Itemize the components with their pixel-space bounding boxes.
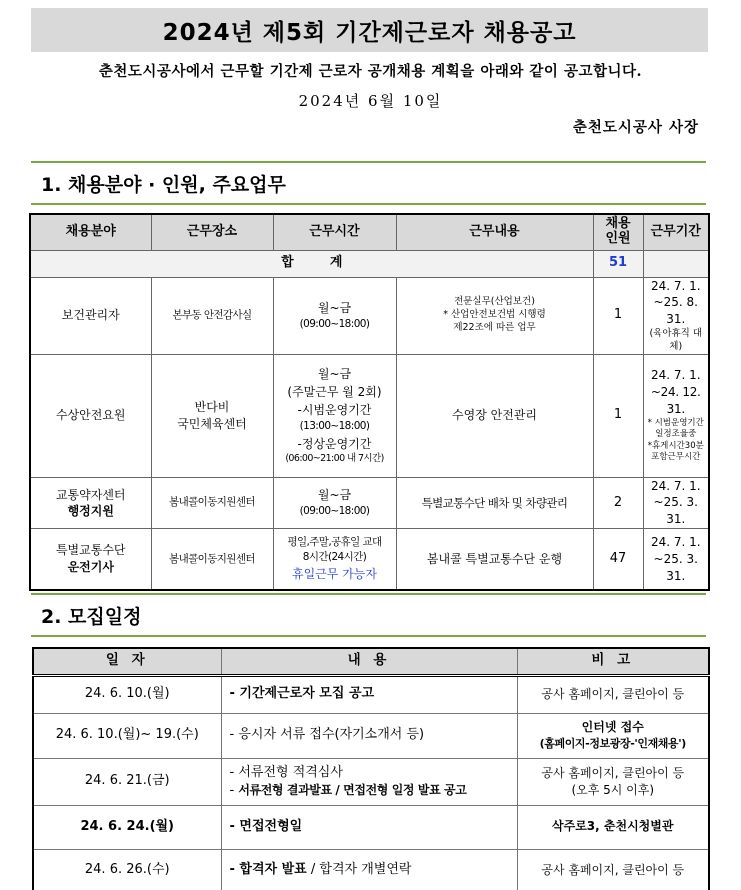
content-suffix: / 합격자 개별연락 xyxy=(306,862,412,878)
period-line: 24. 7. 1. xyxy=(650,368,701,383)
row-period xyxy=(643,277,709,354)
hours-line: 월~금 xyxy=(317,487,352,502)
duties-line: 제22조에 따른 업무 xyxy=(453,321,536,333)
content-text: 기간제근로자 모집 공고 xyxy=(239,686,375,702)
content-line xyxy=(230,764,517,782)
period-line: ~24. 12. 31. xyxy=(650,385,701,416)
period-line: ~25. 8. 31. xyxy=(653,295,698,327)
row-count: 1 xyxy=(593,277,643,354)
row-count: 1 xyxy=(593,354,643,477)
schedule-content xyxy=(221,805,517,849)
col-header-remark: 비 고 xyxy=(517,648,709,675)
row-hours xyxy=(273,528,396,590)
hours-line: -정상운영기간 xyxy=(297,436,372,451)
field-line: 교통약자센터 xyxy=(55,487,126,502)
row-place: 봄내콜이동지원센터 xyxy=(151,477,273,528)
hours-line: 휴일근무 가능자 xyxy=(292,566,377,581)
table-row xyxy=(30,354,709,477)
row-duties: 수영장 안전관리 xyxy=(396,354,593,477)
col-header-content: 내 용 xyxy=(221,648,517,675)
hours-line: (주말근무 월 2회) xyxy=(287,385,382,400)
schedule-remark: 공사 홈페이지, 클린아이 등 xyxy=(517,675,709,713)
content-prefix: - xyxy=(229,818,240,834)
period-line: 24. 7. 1. xyxy=(650,478,701,493)
announcement-date: 2024년 6월 10일 xyxy=(298,92,443,110)
row-place xyxy=(151,354,273,477)
content-prefix: - xyxy=(229,727,239,743)
schedule-date: 24. 6. 26.(수) xyxy=(33,849,221,890)
total-label: 합 계 xyxy=(30,250,593,277)
row-duties: 특별교통수단 배차 및 차량관리 xyxy=(396,477,593,528)
place-line: 국민체육센터 xyxy=(177,416,247,431)
duties-line: 전문실무(산업보건) xyxy=(454,296,535,308)
content-text: 합격자 발표 xyxy=(239,862,307,878)
row-field xyxy=(30,528,151,590)
duties-line: * 산업안전보건법 시행령 xyxy=(443,309,546,321)
content-line xyxy=(230,782,517,800)
remark-line: 공사 홈페이지, 클린아이 등 xyxy=(541,766,685,781)
schedule-date: 24. 6. 10.(월)~ 19.(수) xyxy=(33,713,221,758)
hours-line: 월~금 xyxy=(317,300,352,315)
schedule-content xyxy=(221,675,517,713)
table-row xyxy=(30,477,709,528)
total-row xyxy=(30,250,709,277)
content-text: 면접전형일 xyxy=(239,818,303,834)
schedule-date: 24. 6. 24.(월) xyxy=(33,805,221,849)
row-period xyxy=(643,477,709,528)
period-line: ~25. 3. 31. xyxy=(653,495,698,527)
period-line: (육아휴직 대체) xyxy=(649,327,703,352)
col-header-count-line2: 인원 xyxy=(605,231,631,247)
row-period xyxy=(643,354,709,477)
schedule-table xyxy=(32,647,710,890)
period-line: 24. 7. 1. xyxy=(650,534,701,549)
col-header-date: 일 자 xyxy=(33,648,221,675)
period-note: *휴게시간30분 xyxy=(647,440,704,451)
col-header-duties: 근무내용 xyxy=(396,214,593,250)
page-title: 2024년 제5회 기간제근로자 채용공고 xyxy=(31,8,708,52)
row-hours xyxy=(273,354,396,477)
signer: 춘천도시공사 사장 xyxy=(572,119,699,136)
hours-line: -시범운영기간 xyxy=(297,403,372,418)
table-header-row xyxy=(33,648,709,675)
row-place: 봄내콜이동지원센터 xyxy=(151,528,273,590)
row-hours xyxy=(273,277,396,354)
schedule-date: 24. 6. 10.(월) xyxy=(33,675,221,713)
remark-line: (오후 5시 이후) xyxy=(571,782,655,797)
content-text: 응시자 서류 접수(자기소개서 등) xyxy=(238,727,425,743)
content-text: 서류전형 적격심사 xyxy=(238,764,343,780)
field-line: 운전기사 xyxy=(67,560,114,575)
col-header-count-line1: 채용 xyxy=(605,216,631,232)
period-note: 포함근무시간 xyxy=(651,452,701,463)
content-prefix: - xyxy=(229,862,240,878)
row-duties: 봄내콜 특별교통수단 운행 xyxy=(396,528,593,590)
schedule-content xyxy=(221,758,517,805)
content-text-bold: 서류전형 결과발표 / 면접전형 일정 발표 공고 xyxy=(238,782,467,797)
section-heading-recruitment: 1. 채용분야 · 인원, 주요업무 xyxy=(31,161,706,205)
recruitment-table xyxy=(29,213,710,591)
period-line: ~25. 3. 31. xyxy=(653,551,698,583)
field-line: 특별교통수단 xyxy=(55,542,126,557)
hours-line: 8시간(24시간) xyxy=(302,551,367,564)
row-duties xyxy=(396,277,593,354)
row-hours xyxy=(273,477,396,528)
field-line: 행정지원 xyxy=(67,503,114,518)
table-header-row xyxy=(30,214,709,250)
hours-line: (09:00~18:00) xyxy=(299,504,370,517)
hours-line: 평일,주말,공휴일 교대 xyxy=(287,536,382,549)
content-prefix: - xyxy=(229,686,240,702)
table-row xyxy=(30,277,709,354)
period-line: 24. 7. 1. xyxy=(650,278,701,293)
remark-line: (홈페이지-정보광장-'인재채용') xyxy=(539,737,686,751)
col-header-field: 채용분야 xyxy=(30,214,151,250)
section-heading-schedule: 2. 모집일정 xyxy=(31,593,706,637)
row-field: 보건관리자 xyxy=(30,277,151,354)
table-row xyxy=(33,675,709,713)
total-count: 51 xyxy=(593,250,643,277)
table-row xyxy=(33,805,709,849)
hours-line: 월~금 xyxy=(317,367,352,382)
schedule-content xyxy=(221,713,517,758)
row-period xyxy=(643,528,709,590)
hours-line: (06:00~21:00 내 7시간) xyxy=(285,452,384,464)
col-header-period: 근무기간 xyxy=(643,214,709,250)
table-row xyxy=(30,528,709,590)
remark-line: 인터넷 접수 xyxy=(581,720,644,735)
schedule-remark: 삭주로3, 춘천시청별관 xyxy=(517,805,709,849)
schedule-remark xyxy=(517,758,709,805)
place-line: 반다비 xyxy=(194,399,230,414)
col-header-place: 근무장소 xyxy=(151,214,273,250)
schedule-remark xyxy=(517,713,709,758)
row-count: 47 xyxy=(593,528,643,590)
content-prefix: - xyxy=(229,782,239,798)
row-field xyxy=(30,477,151,528)
table-row xyxy=(33,713,709,758)
row-count: 2 xyxy=(593,477,643,528)
col-header-hours: 근무시간 xyxy=(273,214,396,250)
intro-text: 춘천도시공사에서 근무할 기간제 근로자 공개채용 계획을 아래와 같이 공고합니다. xyxy=(98,63,643,80)
row-field: 수상안전요원 xyxy=(30,354,151,477)
col-header-count xyxy=(593,214,643,250)
schedule-remark: 공사 홈페이지, 클린아이 등 xyxy=(517,849,709,890)
schedule-content xyxy=(221,849,517,890)
hours-line: (09:00~18:00) xyxy=(299,317,370,330)
schedule-date: 24. 6. 21.(금) xyxy=(33,758,221,805)
table-row xyxy=(33,758,709,805)
row-place: 본부동 안전감사실 xyxy=(151,277,273,354)
period-note: * 시범운영기간 xyxy=(647,417,704,428)
total-empty xyxy=(643,250,709,277)
content-prefix: - xyxy=(229,764,239,780)
period-note: 일정조율중 xyxy=(655,429,697,440)
table-row xyxy=(33,849,709,890)
hours-line: (13:00~18:00) xyxy=(299,420,370,433)
